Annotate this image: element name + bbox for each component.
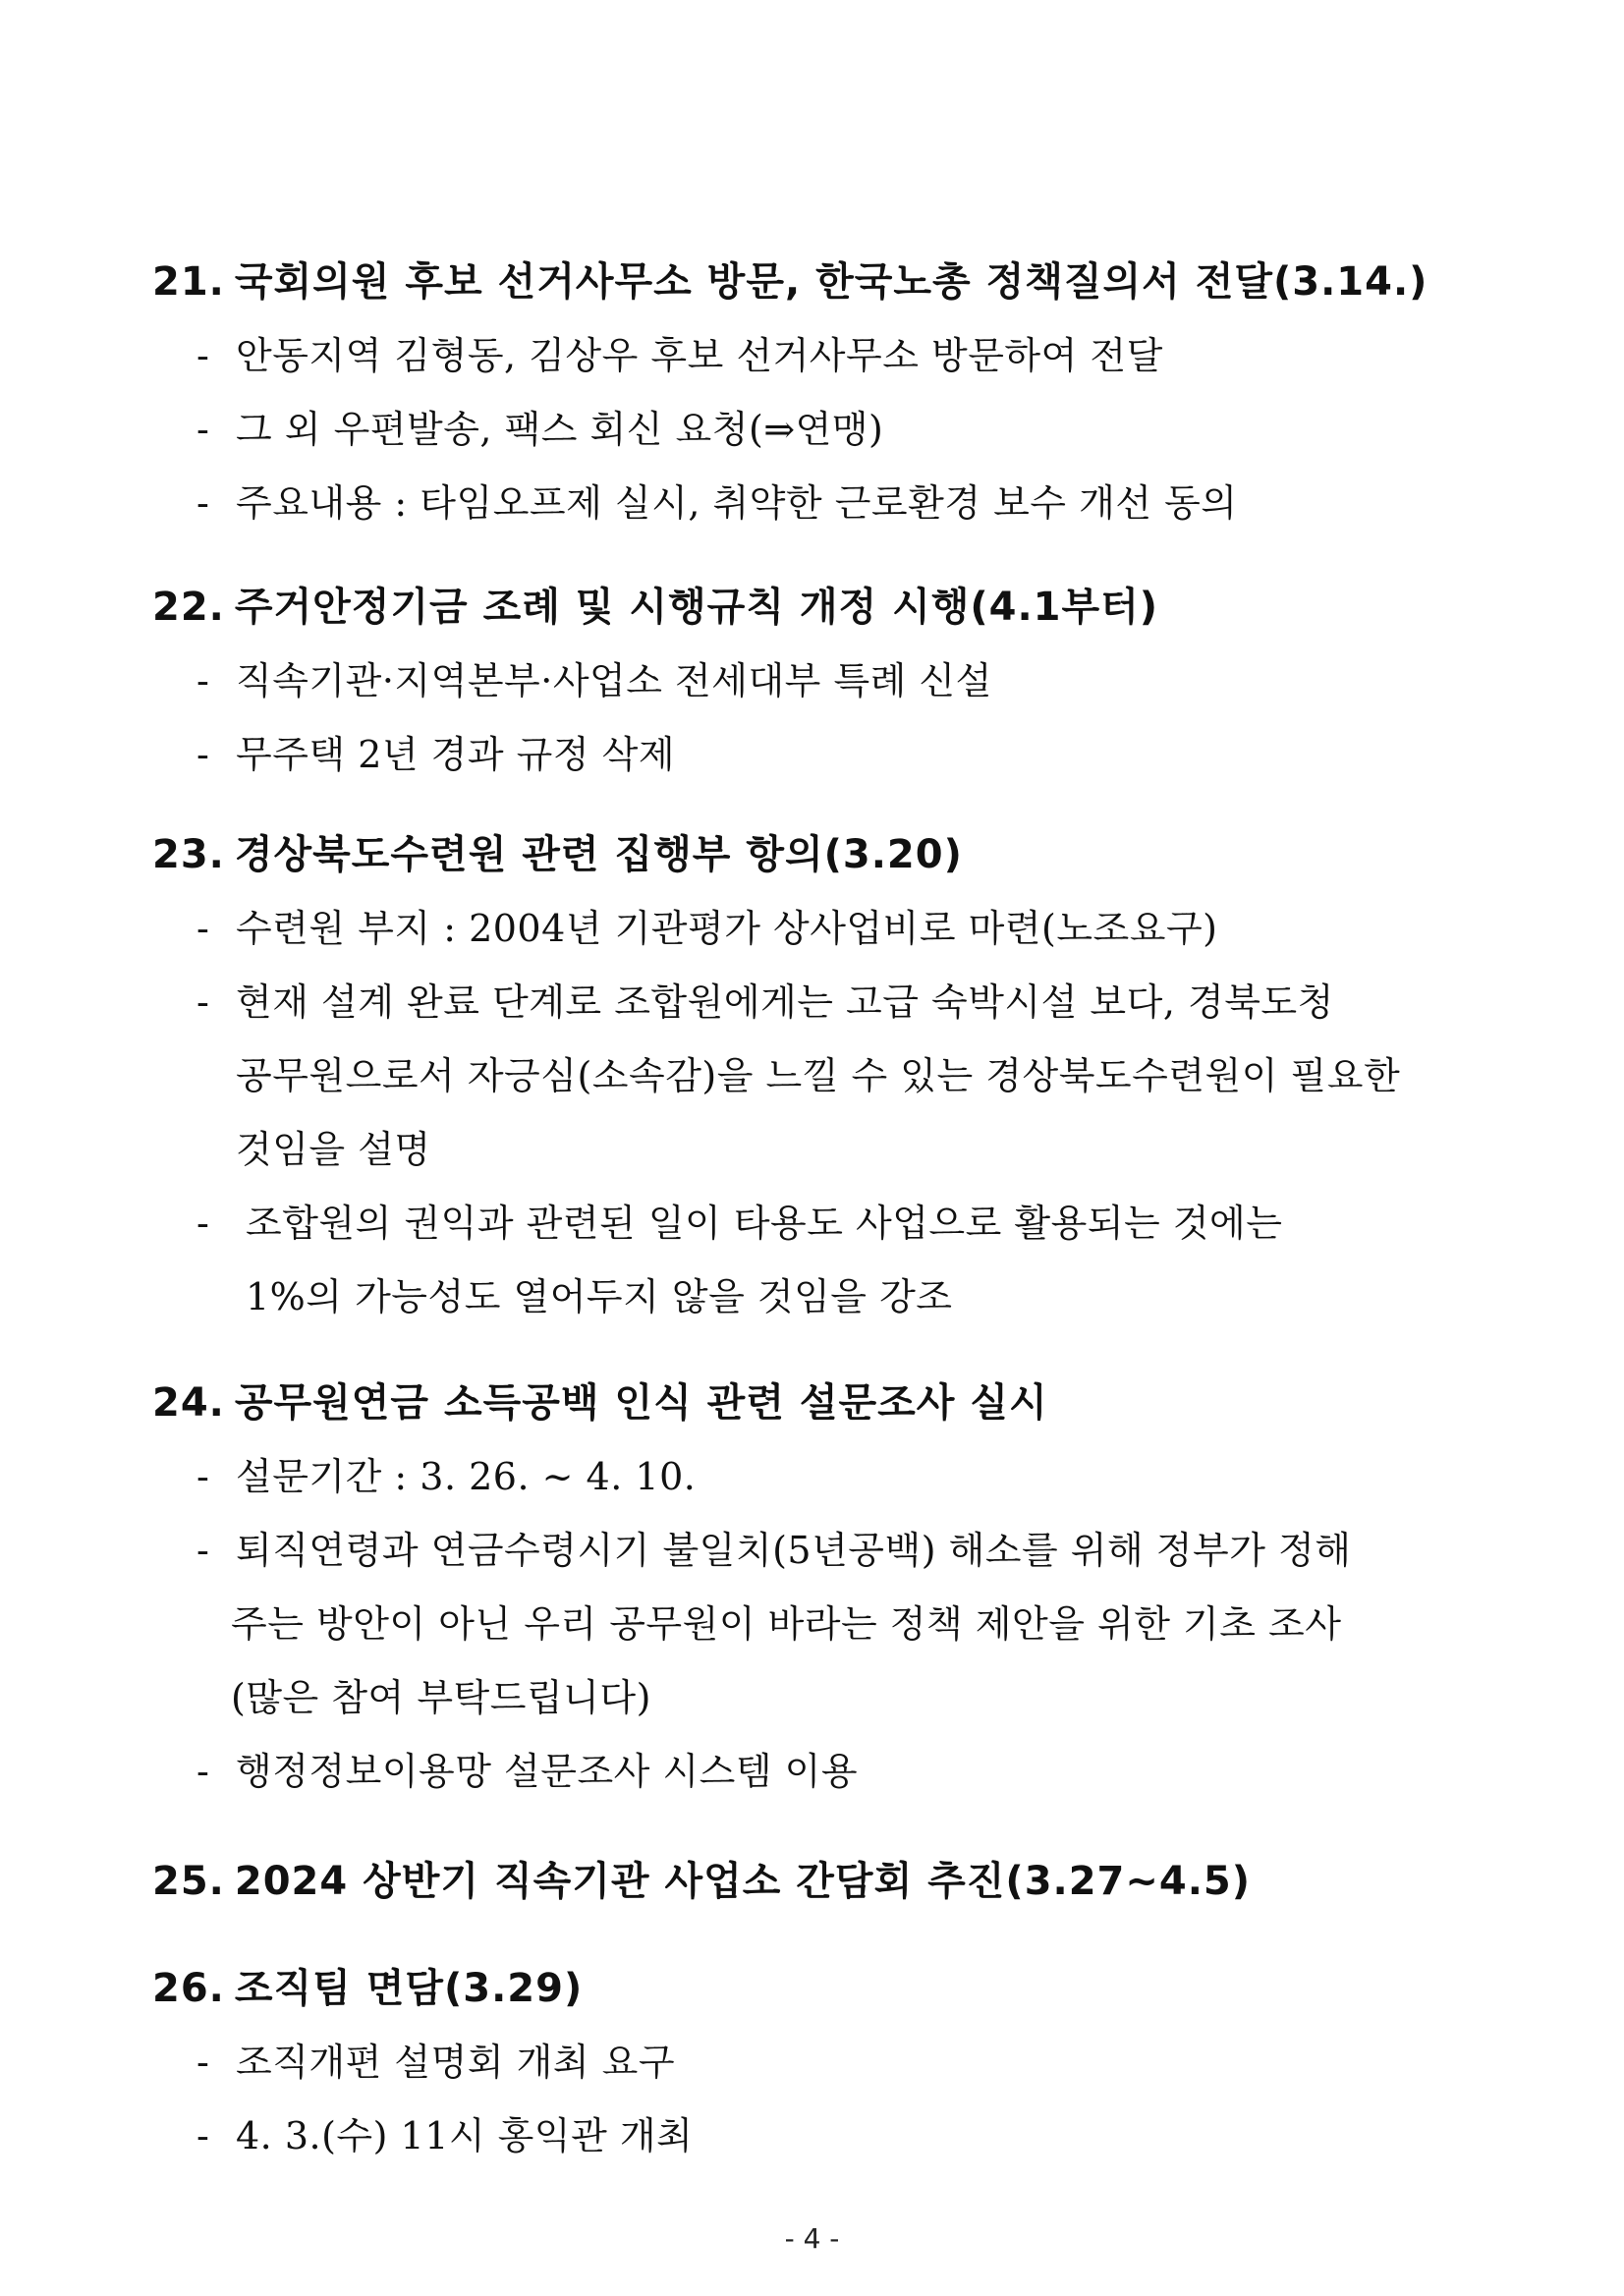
section-number: 26. bbox=[152, 1966, 225, 2011]
section-title: 공무원연금 소득공백 인식 관련 설문조사 실시 bbox=[234, 1380, 1048, 1426]
list-item bbox=[152, 1187, 1488, 1334]
list-item bbox=[152, 966, 1488, 1187]
section-number: 23. bbox=[152, 832, 225, 877]
dash-bullet: - bbox=[196, 1750, 210, 1793]
section-heading bbox=[152, 583, 1488, 632]
dash-bullet: - bbox=[196, 907, 210, 950]
dash-bullet: - bbox=[196, 980, 210, 1024]
item-text: 안동지역 김형동, 김상우 후보 선거사무소 방문하여 전달 bbox=[236, 334, 1163, 377]
section-21 bbox=[152, 257, 1488, 540]
item-text: 4. 3.(수) 11시 홍익관 개최 bbox=[236, 2114, 694, 2157]
item-text-line: (많은 참여 부탁드립니다) bbox=[231, 1676, 651, 1719]
list-item bbox=[152, 892, 1488, 966]
section-number: 24. bbox=[152, 1380, 225, 1426]
item-text-line: 현재 설계 완료 단계로 조합원에게는 고급 숙박시설 보다, 경북도청 bbox=[236, 980, 1334, 1024]
section-number: 21. bbox=[152, 259, 225, 305]
section-title: 경상북도수련원 관련 집행부 항의(3.20) bbox=[234, 832, 963, 877]
dash-bullet: - bbox=[196, 659, 210, 702]
dash-bullet: - bbox=[196, 733, 210, 776]
section-title: 주거안정기금 조례 및 시행규칙 개정 시행(4.1부터) bbox=[234, 585, 1159, 630]
section-number: 25. bbox=[152, 1859, 225, 1904]
section-heading bbox=[152, 257, 1488, 307]
item-text-line: 퇴직연령과 연금수령시기 불일치(5년공백) 해소를 위해 정부가 정해 bbox=[236, 1529, 1352, 1572]
dash-bullet: - bbox=[196, 481, 210, 525]
section-number: 22. bbox=[152, 585, 225, 630]
item-text: 수련원 부지 : 2004년 기관평가 상사업비로 마련(노조요구) bbox=[236, 907, 1218, 950]
dash-bullet: - bbox=[196, 334, 210, 377]
dash-bullet: - bbox=[196, 1202, 210, 1245]
section-title: 조직팀 면담(3.29) bbox=[234, 1966, 584, 2011]
list-item bbox=[152, 467, 1488, 540]
item-text-line: 공무원으로서 자긍심(소속감)을 느낄 수 있는 경상북도수련원이 필요한 bbox=[236, 1054, 1401, 1097]
section-title: 국회의원 후보 선거사무소 방문, 한국노총 정책질의서 전달(3.14.) bbox=[234, 259, 1428, 305]
section-heading bbox=[152, 830, 1488, 879]
dash-bullet: - bbox=[196, 1455, 210, 1498]
item-text-line: 조합원의 권익과 관련된 일이 타용도 사업으로 활용되는 것에는 bbox=[246, 1202, 1283, 1245]
section-heading bbox=[152, 1964, 1488, 2013]
item-text: 조직개편 설명회 개최 요구 bbox=[236, 2041, 676, 2084]
section-22 bbox=[152, 583, 1488, 792]
item-text: 그 외 우편발송, 팩스 회신 요청(⇒연맹) bbox=[236, 408, 884, 451]
page-number: - 4 - bbox=[784, 2222, 840, 2255]
dash-bullet: - bbox=[196, 1529, 210, 1572]
item-text: 무주택 2년 경과 규정 삭제 bbox=[236, 733, 676, 776]
list-item bbox=[152, 1440, 1488, 1514]
item-text: 주요내용 : 타임오프제 실시, 취약한 근로환경 보수 개선 동의 bbox=[236, 481, 1238, 525]
list-item bbox=[152, 644, 1488, 718]
list-item bbox=[152, 319, 1488, 393]
item-text: 행정정보이용망 설문조사 시스템 이용 bbox=[236, 1750, 859, 1793]
dash-bullet: - bbox=[196, 408, 210, 451]
section-23 bbox=[152, 830, 1488, 1334]
item-text: 직속기관·지역본부·사업소 전세대부 특례 신설 bbox=[236, 659, 992, 702]
section-25 bbox=[152, 1857, 1488, 1906]
section-24 bbox=[152, 1378, 1488, 1809]
dash-bullet: - bbox=[196, 2041, 210, 2084]
list-item bbox=[152, 2026, 1488, 2100]
list-item bbox=[152, 393, 1488, 467]
dash-bullet: - bbox=[196, 2114, 210, 2157]
item-text-line: 것임을 설명 bbox=[236, 1128, 431, 1171]
item-text-line: 1%의 가능성도 열어두지 않을 것임을 강조 bbox=[246, 1275, 953, 1318]
item-text-line: 주는 방안이 아닌 우리 공무원이 바라는 정책 제안을 위한 기초 조사 bbox=[231, 1602, 1342, 1646]
list-item bbox=[152, 1514, 1488, 1735]
list-item bbox=[152, 718, 1488, 792]
section-26 bbox=[152, 1964, 1488, 2173]
list-item bbox=[152, 1735, 1488, 1809]
section-heading bbox=[152, 1378, 1488, 1428]
section-heading bbox=[152, 1857, 1488, 1906]
item-text: 설문기간 : 3. 26. ~ 4. 10. bbox=[236, 1455, 697, 1498]
list-item bbox=[152, 2100, 1488, 2173]
section-title: 2024 상반기 직속기관 사업소 간담회 추진(3.27~4.5) bbox=[234, 1859, 1252, 1904]
